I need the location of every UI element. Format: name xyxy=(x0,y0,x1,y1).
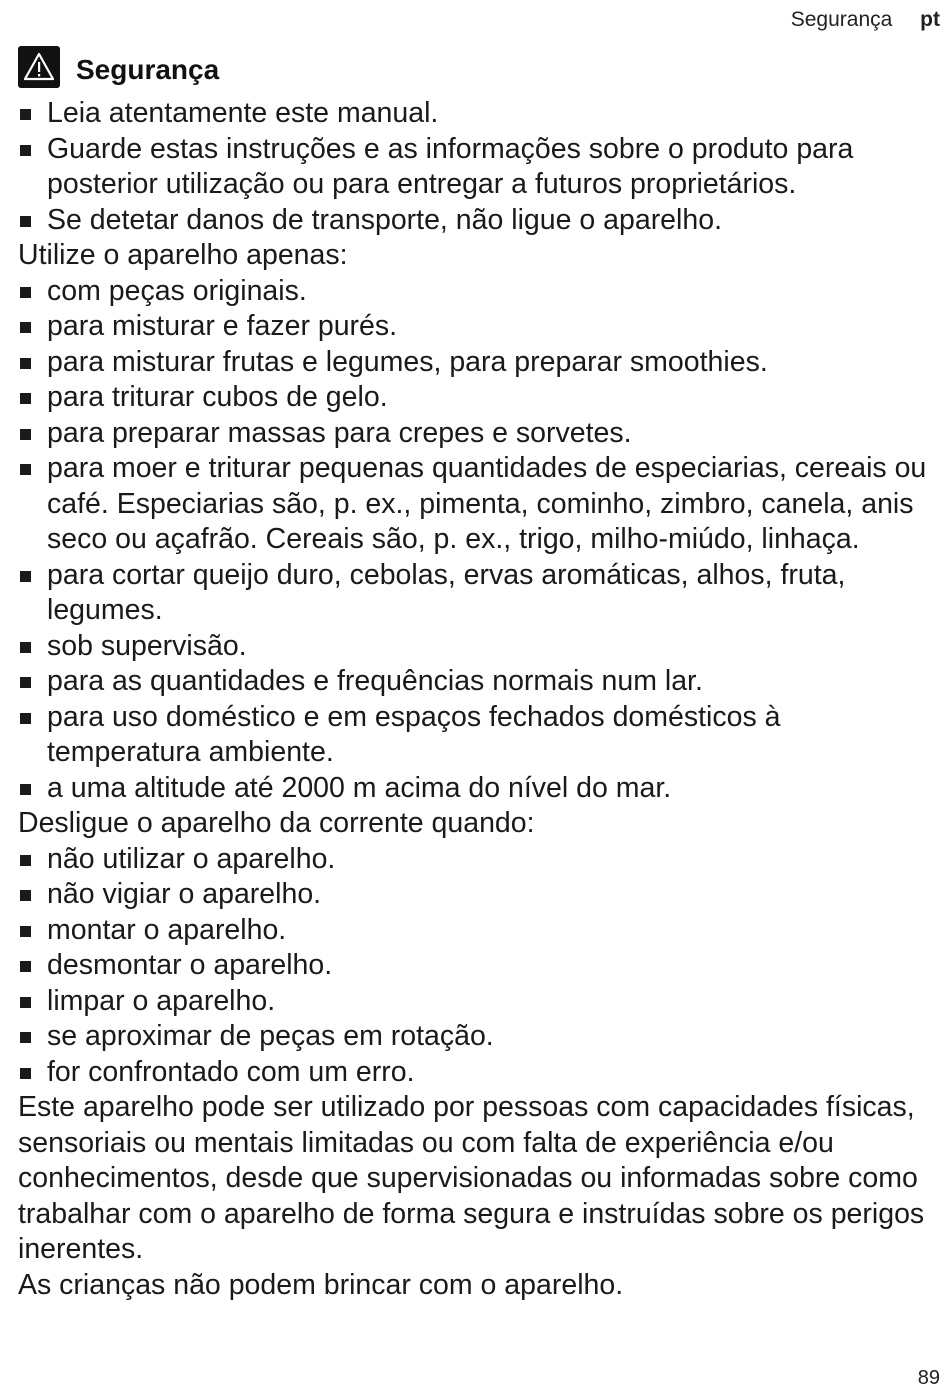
list-item: com peças originais. xyxy=(18,274,936,310)
intro-bullet-list xyxy=(18,96,936,238)
use-heading: Utilize o aparelho apenas: xyxy=(18,239,348,271)
running-header xyxy=(791,8,940,32)
page-number: 89 xyxy=(917,1367,940,1389)
list-item: para uso doméstico e em espaços fechados domésticos à temperatura ambiente. xyxy=(18,700,936,771)
list-item: a uma altitude até 2000 m acima do nível do mar. xyxy=(18,771,936,807)
unplug-bullet-list xyxy=(18,842,936,1091)
list-item: Guarde estas instruções e as informações sobre o produto para posterior utilização ou para entregar a futuros proprietários. xyxy=(18,132,936,203)
list-item: desmontar o aparelho. xyxy=(18,948,936,984)
section-heading xyxy=(18,46,219,88)
capabilities-paragraph: Este aparelho pode ser utilizado por pessoas com capacidades físicas, sensoriais ou mentais limitadas ou com falta de experiência e/ou conhecimentos, desde que supervisionadas ou informadas sobre como trabalhar com o aparelho de forma segura e instruídas sobre os perigos inerentes. xyxy=(18,1091,925,1265)
list-item: Se detetar danos de transporte, não ligue o aparelho. xyxy=(18,203,936,239)
warning-triangle-icon xyxy=(18,46,60,88)
list-item: para preparar massas para crepes e sorvetes. xyxy=(18,416,936,452)
page-title: Segurança xyxy=(76,54,220,85)
list-item: para moer e triturar pequenas quantidades de especiarias, cereais ou café. Especiarias são, p. ex., pimenta, cominho, zimbro, canela, anis seco ou açafrão. Cereais são, p. ex., trigo, milho-miúdo, linhaça. xyxy=(18,451,936,558)
list-item: montar o aparelho. xyxy=(18,913,936,949)
list-item: se aproximar de peças em rotação. xyxy=(18,1019,936,1055)
list-item: for confrontado com um erro. xyxy=(18,1055,936,1091)
header-language-code: pt xyxy=(920,8,940,31)
list-item: sob supervisão. xyxy=(18,629,936,665)
list-item: para as quantidades e frequências normais num lar. xyxy=(18,664,936,700)
unplug-heading: Desligue o aparelho da corrente quando: xyxy=(18,807,535,839)
list-item: Leia atentamente este manual. xyxy=(18,96,936,132)
list-item: para misturar e fazer purés. xyxy=(18,309,936,345)
children-paragraph: As crianças não podem brincar com o aparelho. xyxy=(18,1268,624,1301)
list-item: limpar o aparelho. xyxy=(18,984,936,1020)
safety-content xyxy=(18,96,936,1303)
list-item: não vigiar o aparelho. xyxy=(18,877,936,913)
list-item: para triturar cubos de gelo. xyxy=(18,380,936,416)
header-section-name: Segurança xyxy=(790,8,893,31)
list-item: não utilizar o aparelho. xyxy=(18,842,936,878)
list-item: para cortar queijo duro, cebolas, ervas aromáticas, alhos, fruta, legumes. xyxy=(18,558,936,629)
list-item: para misturar frutas e legumes, para preparar smoothies. xyxy=(18,345,936,381)
use-bullet-list xyxy=(18,274,936,807)
